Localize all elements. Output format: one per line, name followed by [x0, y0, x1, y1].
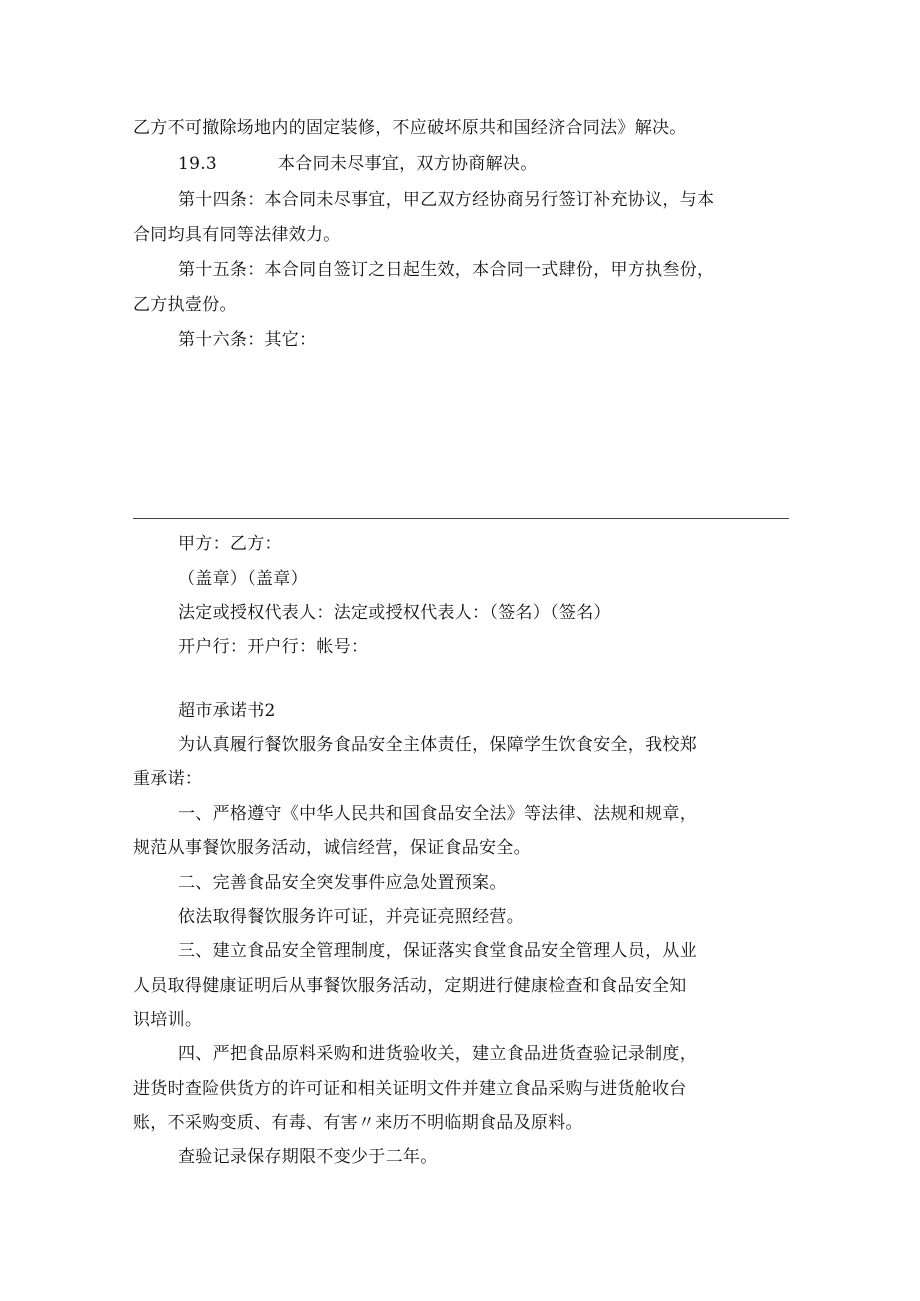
clause-text: 本合同未尽事宜，双方协商解决。	[278, 154, 538, 174]
pledge-item-4-line: 进货时查险供货方的许可证和相关证明文件并建立食品采购与进货舱收台	[133, 1079, 687, 1099]
pledge-item-4-line: 四、严把食品原料采购和进货验收关，建立食品进货查验记录制度，	[178, 1044, 697, 1064]
pledge-intro-line: 为认真履行餐饮服务食品安全主体责任，保障学生饮食安全，我校郑	[178, 735, 697, 755]
signature-seals: （盖章）（盖章）	[178, 569, 308, 589]
pledge-item-1-line: 一、严格遵守《中华人民共和国食品安全法》等法律、法规和规章，	[178, 804, 697, 824]
article-15-line: 第十五条：本合同自签订之日起生效，本合同一式肆份，甲方执叁份，	[178, 260, 715, 280]
pledge-title: 超市承诺书2	[178, 701, 276, 721]
signature-parties: 甲方：乙方：	[178, 534, 282, 554]
article-14-line: 第十四条：本合同未尽事宜，甲乙双方经协商另行签订补充协议，与本	[178, 190, 715, 210]
pledge-item-3-line: 三、建立食品安全管理制度，保证落实食堂食品安全管理人员，从业	[178, 941, 697, 961]
clause-19-3	[178, 152, 538, 176]
pledge-item-4b: 查验记录保存期限不变少于二年。	[178, 1147, 438, 1167]
pledge-intro-line: 重承诺：	[133, 769, 203, 789]
pledge-item-3-line: 识培训。	[133, 1010, 203, 1030]
pledge-item-2: 二、完善食品安全突发事件应急处置预案。	[178, 873, 507, 893]
signature-representatives: 法定或授权代表人：法定或授权代表人：（签名）（签名）	[178, 603, 611, 623]
pledge-item-3-line: 人员取得健康证明后从事餐饮服务活动，定期进行健康检查和食品安全知	[133, 976, 687, 996]
signature-bank: 开户行：开户行：帐号：	[178, 637, 369, 657]
article-14-line: 合同均具有同等法律效力。	[133, 225, 341, 245]
pledge-item-1-line: 规范从事餐饮服务活动，诚信经营，保证食品安全。	[133, 838, 531, 858]
section-divider	[133, 518, 789, 519]
pledge-item-2b: 依法取得餐饮服务许可证，并亮证亮照经营。	[178, 907, 524, 927]
article-16: 第十六条：其它：	[178, 330, 317, 350]
contract-paragraph-line: 乙方不可撤除场地内的固定装修，不应破坏原共和国经济合同法》解决。	[133, 118, 687, 138]
clause-number: 19.3	[178, 154, 218, 174]
pledge-item-4-line: 账，不采购变质、有毒、有害〃来历不明临期食品及原料。	[133, 1113, 583, 1133]
article-15-line: 乙方执壹份。	[133, 295, 237, 315]
